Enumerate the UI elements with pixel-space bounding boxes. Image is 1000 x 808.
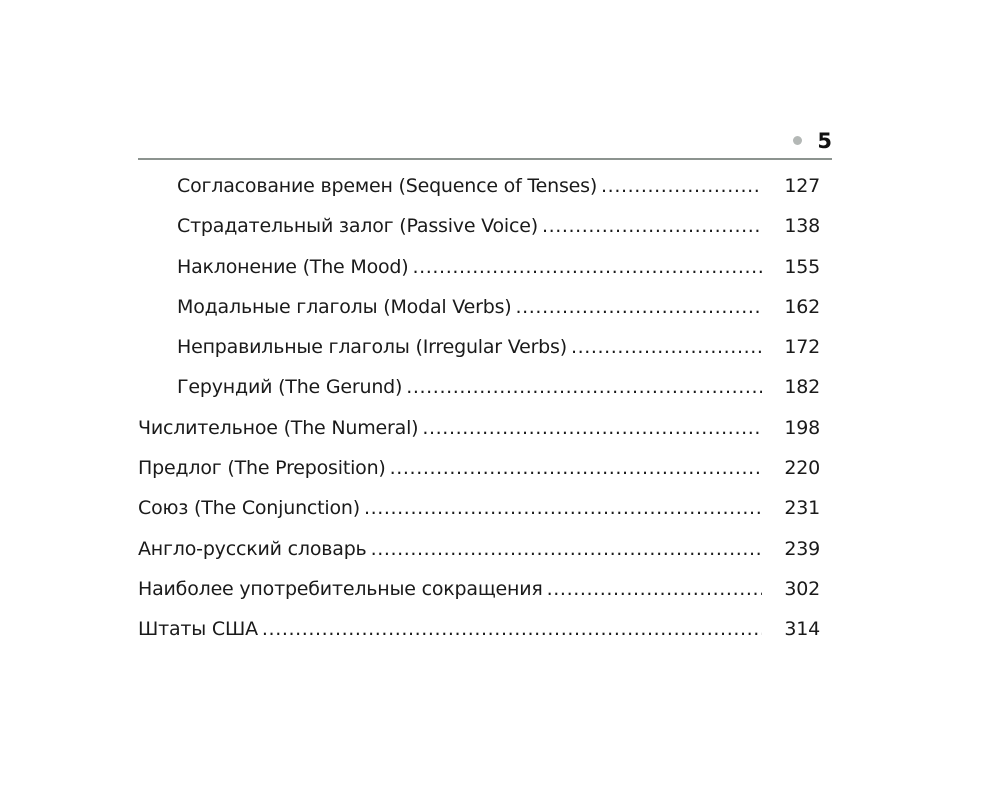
- toc-entry-page: 198: [784, 416, 820, 439]
- table-of-contents: [138, 166, 820, 650]
- dot-leader: [571, 327, 762, 367]
- toc-entry-page: 220: [784, 457, 820, 480]
- toc-entry-mood: [138, 247, 820, 287]
- toc-entry-title: Страдательный залог (Passive Voice): [177, 215, 538, 238]
- toc-entry-sequence-of-tenses: [138, 166, 820, 206]
- toc-entry-numeral: [138, 408, 820, 448]
- dot-leader: [422, 408, 762, 448]
- toc-entry-abbreviations: [138, 569, 820, 609]
- toc-entry-title: Англо-русский словарь: [138, 537, 367, 560]
- toc-entry-us-states: [138, 609, 820, 649]
- page-header: [138, 128, 832, 158]
- dot-leader: [262, 609, 762, 649]
- toc-entry-gerund: [138, 367, 820, 407]
- toc-entry-page: 138: [784, 215, 820, 238]
- dot-leader: [390, 448, 762, 488]
- toc-entry-title: Модальные глаголы (Modal Verbs): [177, 295, 512, 318]
- dot-leader: [516, 287, 762, 327]
- toc-entry-irregular-verbs: [138, 327, 820, 367]
- toc-entry-dictionary: [138, 529, 820, 569]
- toc-entry-title: Герундий (The Gerund): [177, 376, 403, 399]
- toc-entry-title: Согласование времен (Sequence of Tenses): [177, 175, 598, 197]
- page-number: 5: [817, 129, 832, 153]
- dot-leader: [542, 206, 762, 246]
- bullet-icon: [793, 136, 802, 145]
- toc-entry-passive-voice: [138, 206, 820, 246]
- toc-entry-title: Числительное (The Numeral): [138, 416, 419, 439]
- toc-entry-page: 314: [784, 618, 820, 641]
- dot-leader: [406, 367, 762, 407]
- dot-leader: [413, 247, 763, 287]
- dot-leader: [601, 166, 762, 206]
- toc-entry-page: 127: [784, 175, 820, 197]
- toc-entry-title: Наиболее употребительные сокращения: [138, 577, 543, 600]
- toc-entry-page: 162: [784, 295, 820, 318]
- toc-entry-conjunction: [138, 488, 820, 528]
- toc-entry-title: Союз (The Conjunction): [138, 497, 360, 520]
- toc-entry-page: 155: [784, 255, 820, 278]
- dot-leader: [364, 488, 762, 528]
- toc-entry-title: Штаты США: [138, 618, 258, 641]
- toc-entry-page: 239: [784, 537, 820, 560]
- toc-entry-preposition: [138, 448, 820, 488]
- toc-entry-page: 231: [784, 497, 820, 520]
- toc-entry-modal-verbs: [138, 287, 820, 327]
- toc-entry-title: Наклонение (The Mood): [177, 255, 409, 278]
- toc-entry-page: 182: [784, 376, 820, 399]
- toc-entry-page: 172: [784, 336, 820, 359]
- toc-entry-title: Неправильные глаголы (Irregular Verbs): [177, 336, 567, 359]
- toc-entry-title: Предлог (The Preposition): [138, 457, 386, 480]
- header-divider: [138, 158, 832, 160]
- dot-leader: [371, 529, 762, 569]
- dot-leader: [547, 569, 762, 609]
- toc-entry-page: 302: [784, 577, 820, 600]
